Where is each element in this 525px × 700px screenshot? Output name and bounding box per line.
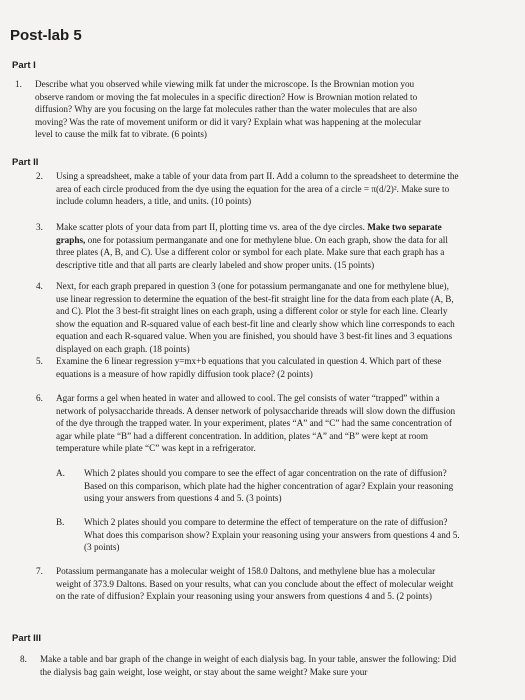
page-title: Post-lab 5 xyxy=(10,27,82,44)
question-6-text: Agar forms a gel when heated in water and allowed to cool. The gel consists of water “trapped” within a network of polysaccharide threads. A denser network of polysaccharide threads will slow down the diffusion of the dye through the trapped water. In your experiment, plates “A” and “C” had the same concentration of agar while plate “B” had a different concentration. In addition, plates “A” and “B” were kept at room temperature while plate “C” was kept in a refrigerator. xyxy=(56,393,456,454)
question-2 xyxy=(36,170,461,208)
question-4 xyxy=(36,280,461,356)
question-1-text: Describe what you observed while viewing milk fat under the microscope. Is the Brownian motion you observe random or moving the fat molecules in a specific direction? How is Brownian motion related to diffusion? Why are you focusing on the large fat molecules rather than the water molecules that are also moving? Was the rate of movement uniform or did it vary? Explain what was happening at the molecular level to cause the milk fat to vibrate. (6 points) xyxy=(35,79,422,140)
question-3-text xyxy=(36,221,461,271)
question-3-text-c: one for potassium permanganate and one for methylene blue. On each graph, show the data for all three plates (A, B, and C). Use a different color or symbol for each plate. Make sure that each graph has a descriptive title and that all parts are clearly labeled and show proper units. (15 points) xyxy=(56,234,448,270)
question-6b-text: Which 2 plates should you compare to determine the effect of temperature on the rate of diffusion? What does this comparison show? Explain your reasoning using your answers from questions 4 and 5. (3 points) xyxy=(84,517,460,553)
question-7 xyxy=(36,565,461,603)
part-1-heading: Part I xyxy=(12,60,36,71)
question-5-text: Examine the 6 linear regression y=mx+b equations that you calculated in question 4. Which part of these equations is a measure of how rapidly diffusion took place? (2 points) xyxy=(56,356,442,379)
question-6 xyxy=(36,392,461,455)
question-8-text: Make a table and bar graph of the change in weight of each dialysis bag. In your table, answer the following: Did the dialysis bag gain weight, lose weight, or stay about the same weight? Make sure your xyxy=(40,654,457,677)
question-2-number: 2. xyxy=(36,171,43,181)
question-1 xyxy=(15,78,440,141)
question-5 xyxy=(36,355,461,380)
question-6a-label: A. xyxy=(56,468,65,478)
question-6a xyxy=(56,467,461,505)
question-3-number: 3. xyxy=(36,222,43,232)
question-3 xyxy=(36,221,461,271)
part-3-heading: Part III xyxy=(12,633,42,644)
question-4-number: 4. xyxy=(36,281,43,291)
question-7-text: Potassium permanganate has a molecular weight of 158.0 Daltons, and methylene blue has a molecular weight of 373.9 Daltons. Based on your results, what can you conclude about the effect of molecular weight on the rate of diffusion? Explain your reasoning using your answers from questions 4 and 5. (2 points) xyxy=(56,566,454,602)
question-8 xyxy=(20,653,465,678)
question-5-number: 5. xyxy=(36,356,43,366)
question-6a-text: Which 2 plates should you compare to see the effect of agar concentration on the rate of diffusion? Based on this comparison, which plate had the higher concentration of agar? Explain your reasoning using your answers from questions 4 and 5. (3 points) xyxy=(84,468,454,504)
question-4-text: Next, for each graph prepared in question 3 (one for potassium permanganate and one for methylene blue), use linear regression to determine the equation of the best-fit straight line for the data from each plate (A, B, and C). Plot the 3 best-fit straight lines on each graph, using a different color or style for each line. Clearly show the equation and R-squared value of each best-fit line and clearly show which line corresponds to each equation and each R-squared value. When you are finished, you should have 3 best-fit lines and 3 equations displayed on each graph. (18 points) xyxy=(56,281,455,354)
question-2-text: Using a spreadsheet, make a table of your data from part II. Add a column to the spreadsheet to determine the area of each circle produced from the dye using the equation for the area of a circle = π(d/2)². Make sure to include column headers, a title, and units. (10 points) xyxy=(56,171,459,207)
question-6-number: 6. xyxy=(36,393,43,403)
question-8-number: 8. xyxy=(20,654,27,664)
question-3-text-a: Make scatter plots of your data from part II, plotting time vs. area of the dye circles. xyxy=(56,222,368,232)
question-1-number: 1. xyxy=(15,79,22,89)
question-3-emphasis: Make two separate graphs, xyxy=(56,222,442,245)
question-6b-label: B. xyxy=(56,517,65,527)
part-2-heading: Part II xyxy=(12,157,39,168)
question-6b xyxy=(56,516,461,554)
question-7-number: 7. xyxy=(36,566,43,576)
